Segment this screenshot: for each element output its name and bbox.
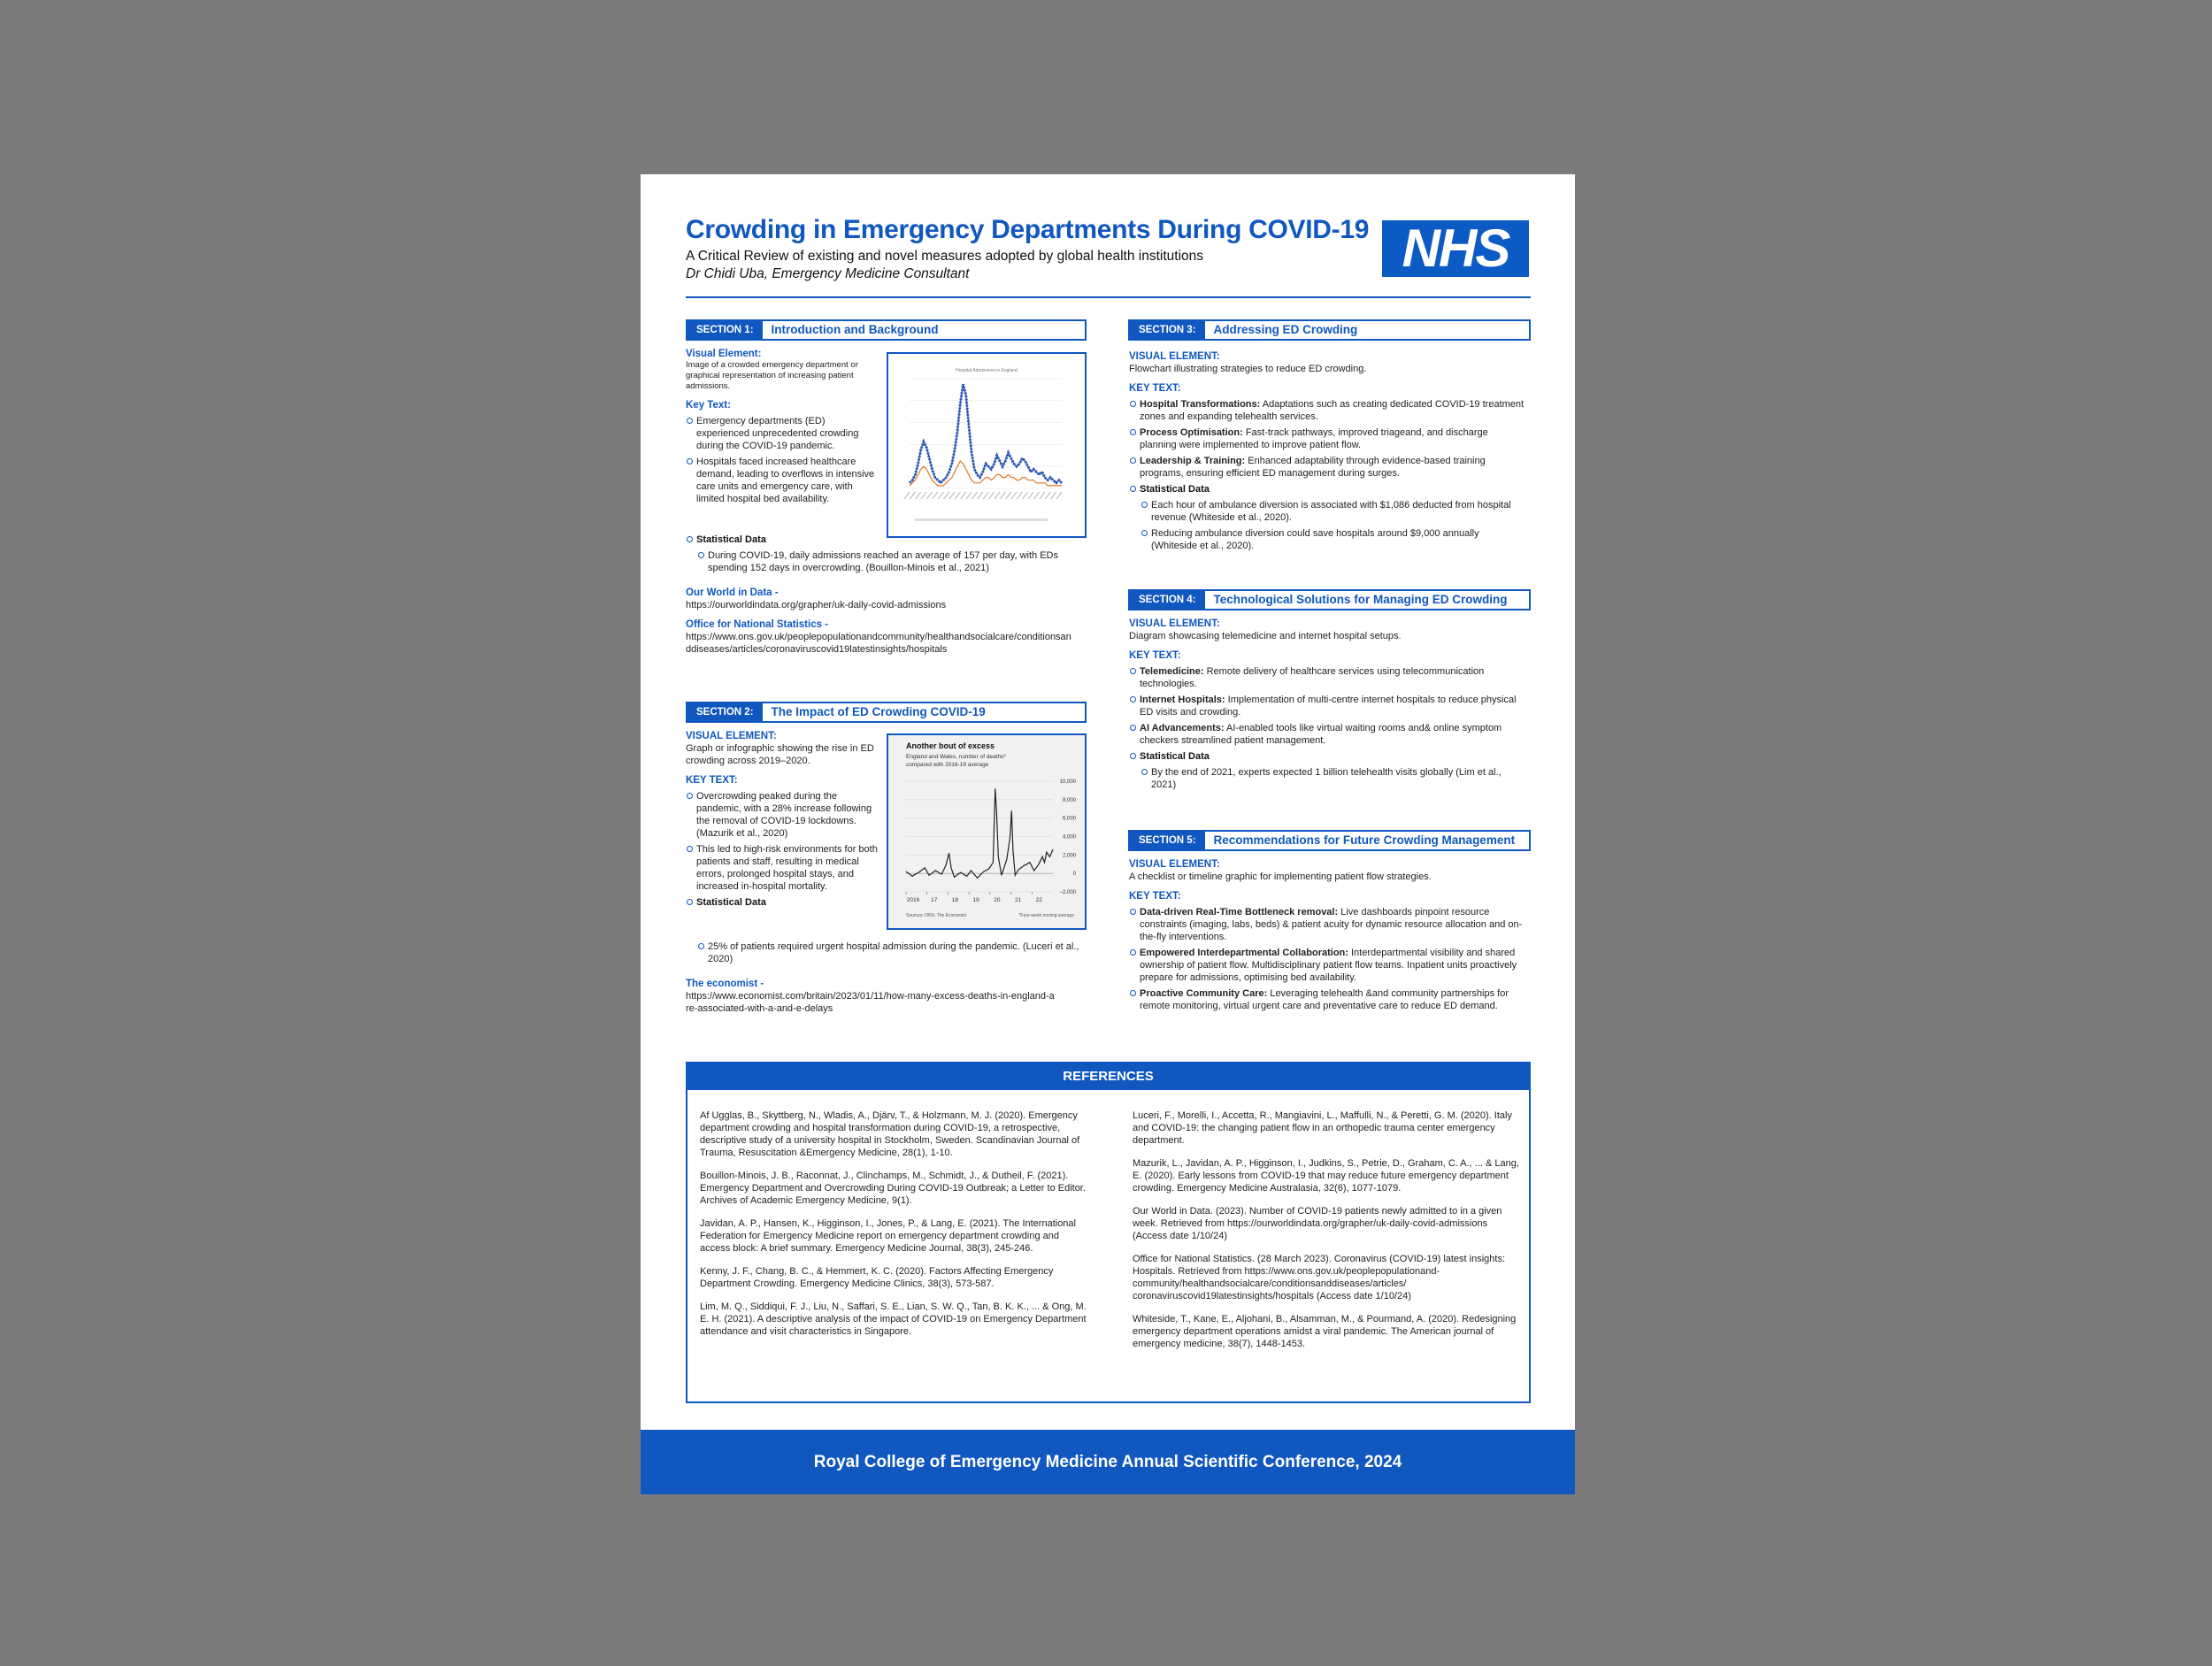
s4-visual-label: VISUAL ELEMENT: xyxy=(1129,618,1220,629)
s4-stat-1: By the end of 2021, experts expected 1 billion telehealth visits globally (Lim et al., 2021) xyxy=(1141,766,1527,791)
s4-visual-text: Diagram showcasing telemedicine and internet hospital setups. xyxy=(1129,631,1402,641)
y-tick-label: −2,000 xyxy=(1059,890,1076,895)
reference-item: Our World in Data. (2023). Number of COVID-19 patients newly admitted to in a given week. Retrieved from https://ourworldindata.org/grapher/uk-daily-covid-admissions (Access date 1/10/24) xyxy=(1133,1206,1502,1241)
y-tick-label: 0 xyxy=(1072,871,1076,878)
section-3-heading xyxy=(1128,319,1531,341)
s4-stat-label: Statistical Data xyxy=(1129,750,1527,763)
x-tick-label: 19 xyxy=(972,897,979,903)
section-5-number: SECTION 5: xyxy=(1130,832,1205,849)
x-tick-label: 22 xyxy=(1035,897,1042,903)
s2-stat-label: Statistical Data xyxy=(686,896,879,909)
section-1-number: SECTION 1: xyxy=(687,321,763,339)
header-rule xyxy=(686,296,1531,298)
x-tick-label xyxy=(955,492,960,499)
s3-visual-label: VISUAL ELEMENT: xyxy=(1129,351,1220,362)
excess-deaths-chart xyxy=(888,735,1085,928)
section-2-stats xyxy=(686,940,1087,1015)
s3-bullet-2: Process Optimisation: Fast-track pathways, improved triageand, and discharge planning were implemented to improve patient flow. xyxy=(1129,426,1527,451)
section-4-number: SECTION 4: xyxy=(1130,591,1205,609)
s5-bullet-2: Empowered Interdepartmental Collaboration: Interdepartmental visibility and shared ownership of patient flow. Multidisciplinary patient flow teams. Inpatient units proactively prepare for admissions, optimising bed availability. xyxy=(1129,947,1527,984)
x-tick-label xyxy=(989,492,995,499)
chart-title: Hospital Admissions in England xyxy=(956,368,1018,373)
s3-stat-label: Statistical Data xyxy=(1129,483,1527,495)
section-4-title: Technological Solutions for Managing ED Crowding xyxy=(1213,593,1508,606)
x-tick-label: 17 xyxy=(931,897,938,903)
s2-visual-label: VISUAL ELEMENT: xyxy=(686,731,777,741)
s3-bullet-1: Hospital Transformations: Adaptations such as creating dedicated COVID-19 treatment zones and expanding telehealth services. xyxy=(1129,398,1527,423)
s1-bullet-2: Hospitals faced increased healthcare demand, leading to overflows in intensive care units and emergency care, with limited hospital bed availability. xyxy=(686,456,879,505)
x-tick-label xyxy=(1040,492,1045,499)
reference-item: Bouillon-Minois, J. B., Raconnat, J., Clinchamps, M., Schmidt, J., & Dutheil, F. (2021). Emergency Department and Overcrowding During COVID-19 Outbreak; a Letter to Editor. Archives of Academic Emergency Medicine, 9(1). xyxy=(700,1171,1086,1206)
x-tick-label xyxy=(1011,492,1017,499)
s4-bullet-3: AI Advancements: AI-enabled tools like virtual waiting rooms and& online symptom checkers streamlined patient management. xyxy=(1129,722,1527,747)
section-5-title: Recommendations for Future Crowding Management xyxy=(1213,833,1516,847)
section-2-heading xyxy=(686,702,1087,723)
legend xyxy=(915,518,1048,521)
references-box xyxy=(686,1062,1531,1403)
s1-stat-label: Statistical Data xyxy=(686,534,1087,546)
section-3-number: SECTION 3: xyxy=(1130,321,1205,339)
s1-key-label: Key Text: xyxy=(686,400,731,411)
s1-visual-label: Visual Element: xyxy=(686,349,762,359)
section-2-title: The Impact of ED Crowding COVID-19 xyxy=(771,705,986,718)
x-tick-label: 20 xyxy=(994,897,1001,903)
conference-footer: Royal College of Emergency Medicine Annual Scientific Conference, 2024 xyxy=(641,1430,1575,1494)
x-tick-label xyxy=(910,492,915,499)
reference-item: Mazurik, L., Javidan, A. P., Higginson, I., Judkins, S., Petrie, D., Graham, C. A., ... & Lang, E. (2020). Early lessons from COVID-19 that may reduce future emergency department crowding. Emergency Medicine Australasia, 32(6), 1077-1079. xyxy=(1133,1158,1519,1194)
reference-item: Javidan, A. P., Hansen, K., Higginson, I., Jones, P., & Lang, E. (2021). The International Federation for Emergency Medicine report on emergency department crowding and access block: A brief summary. Emergency Medicine Journal, 38(3), 245-246. xyxy=(700,1218,1076,1254)
s5-key-label: KEY TEXT: xyxy=(1129,891,1181,902)
chart-note: *Four-week moving average xyxy=(1018,913,1074,918)
s3-stat-2: Reducing ambulance diversion could save hospitals around $9,000 annually (Whiteside et al., 2020). xyxy=(1141,527,1527,552)
s3-bullet-3: Leadership & Training: Enhanced adaptability through evidence-based training programs, ensuring efficient ED management during surges. xyxy=(1129,455,1527,480)
x-tick-label xyxy=(926,492,932,499)
s1-owid-url[interactable]: https://ourworldindata.org/grapher/uk-daily-covid-admissions xyxy=(686,600,947,610)
s5-bullet-3: Proactive Community Care: Leveraging telehealth &and community partnerships for remote monitoring, virtual urgent care and preventative care to reduce ED demand. xyxy=(1129,987,1527,1012)
chart-source: Sources: ONS; The Economist xyxy=(906,913,966,918)
reference-item: Whiteside, T., Kane, E., Aljohani, B., Alsamman, M., & Pourmand, A. (2020). Redesigning emergency department operations amidst a viral pandemic. The American journal of emergency medicine, 38(7), 1448-1453. xyxy=(1133,1314,1517,1349)
s2-bullet-1: Overcrowding peaked during the pandemic, with a 28% increase following the removal of COVID-19 lockdowns.(Mazurik et al., 2020) xyxy=(686,790,879,840)
s3-visual-text: Flowchart illustrating strategies to reduce ED crowding. xyxy=(1129,364,1367,374)
s4-key-label: KEY TEXT: xyxy=(1129,650,1181,661)
x-tick-label xyxy=(1051,492,1056,499)
y-tick-label: 4,000 xyxy=(1062,834,1076,841)
x-tick-label xyxy=(1045,492,1050,499)
reference-item: Office for National Statistics. (28 March 2023). Coronavirus (COVID-19) latest insights: Hospitals. Retrieved from https://www.ons.gov.uk/peoplepopulationand-community/healthandsocialcare/conditionsanddiseases/articles/ coronaviruscovid19latestinsights/hospitals (Access date 1/10/24) xyxy=(1133,1254,1506,1301)
x-tick-label: 2016 xyxy=(906,897,920,903)
x-tick-label xyxy=(966,492,972,499)
s2-bullet-2: This led to high-risk environments for both patients and staff, resulting in medical errors, prolonged hospital stays, and increased in-hospital mortality. xyxy=(686,843,879,893)
references-left xyxy=(700,1109,1089,1348)
poster-subtitle: A Critical Review of existing and novel measures adopted by global health institutions xyxy=(686,249,1204,264)
x-tick-label xyxy=(1006,492,1011,499)
poster-author: Dr Chidi Uba, Emergency Medicine Consultant xyxy=(686,266,970,281)
x-tick-label xyxy=(904,492,910,499)
excess-deaths-line xyxy=(906,788,1053,878)
x-tick-label xyxy=(995,492,1000,499)
x-tick-label xyxy=(938,492,943,499)
reference-item: Af Ugglas, B., Skyttberg, N., Wladis, A., Djärv, T., & Holzmann, M. J. (2020). Emergency department crowding and hospital transformation during COVID-19, a retrospective, descriptive study of a university hospital in Stockholm, Sweden. Scandinavian Journal of Trauma, Resuscitation &Emergency Medicine, 28(1), 1-10. xyxy=(700,1110,1080,1158)
y-tick-label: 6,000 xyxy=(1062,816,1076,822)
s1-ons-label: Office for National Statistics - xyxy=(686,619,829,630)
x-tick-label xyxy=(1017,492,1022,499)
x-tick-label xyxy=(1028,492,1033,499)
section-3-body xyxy=(1129,350,1527,552)
chart-title: Another bout of excess xyxy=(906,741,995,750)
admissions-chart-frame xyxy=(887,352,1087,538)
x-tick-label xyxy=(978,492,983,499)
x-tick-label xyxy=(933,492,938,499)
x-tick-label: 18 xyxy=(951,897,959,903)
s1-visual-text: Image of a crowded emergency department or graphical representation of increasing patient admissions. xyxy=(686,360,858,391)
section-1-heading xyxy=(686,319,1087,341)
y-tick-label: 10,000 xyxy=(1059,779,1076,785)
section-2-number: SECTION 2: xyxy=(687,703,763,721)
x-tick-label xyxy=(921,492,926,499)
references-right xyxy=(1133,1109,1522,1361)
poster-title: Crowding in Emergency Departments During COVID-19 xyxy=(686,215,1370,244)
y-tick-label: 8,000 xyxy=(1062,797,1076,803)
chart-subtitle: England and Wales, number of deaths* xyxy=(906,754,1006,760)
s5-visual-label: VISUAL ELEMENT: xyxy=(1129,859,1220,870)
s5-bullet-1: Data-driven Real-Time Bottleneck removal: Live dashboards pinpoint resource constraints (imaging, labs, beds) & patient acuity for dynamic resource allocation and on-the-fly interventions. xyxy=(1129,906,1527,943)
s2-key-label: KEY TEXT: xyxy=(686,775,738,786)
chart-subtitle: compared with 2016-19 average xyxy=(906,762,989,768)
section-4-heading xyxy=(1128,589,1531,610)
reference-item: Luceri, F., Morelli, I., Accetta, R., Mangiavini, L., Maffulli, N., & Peretti, G. M. (2020). Italy and COVID-19: the changing patient flow in an orthopedic trauma center emergency department. xyxy=(1133,1110,1512,1146)
admissions-chart xyxy=(888,354,1085,536)
s2-stat-1: 25% of patients required urgent hospital admission during the pandemic. (Luceri et al., 2020) xyxy=(697,940,1087,965)
section-1-intro xyxy=(686,348,879,505)
y-tick-label: 2,000 xyxy=(1062,853,1076,859)
x-tick-label xyxy=(949,492,955,499)
x-tick-label xyxy=(1023,492,1028,499)
x-tick-label xyxy=(1000,492,1005,499)
section-2-intro xyxy=(686,730,879,909)
x-tick-label xyxy=(961,492,966,499)
poster xyxy=(641,174,1575,1494)
s3-stat-1: Each hour of ambulance diversion is associated with $1,086 deducted from hospital revenue (Whiteside et al., 2020). xyxy=(1141,499,1527,524)
section-3-title: Addressing ED Crowding xyxy=(1213,323,1358,336)
s4-bullet-2: Internet Hospitals: Implementation of multi-centre internet hospitals to reduce physical ED visits and crowding. xyxy=(1129,694,1527,718)
section-5-body xyxy=(1129,858,1527,1012)
x-tick-label xyxy=(944,492,949,499)
s2-eco-label: The economist - xyxy=(686,979,764,989)
nhs-logo: NHS xyxy=(1382,220,1529,277)
s2-visual-text: Graph or infographic showing the rise in ED crowding across 2019–2020. xyxy=(686,743,874,766)
x-tick-label xyxy=(983,492,988,499)
x-tick-label xyxy=(916,492,921,499)
x-tick-label: 21 xyxy=(1014,897,1022,903)
s1-owid-label: Our World in Data - xyxy=(686,587,779,598)
s1-ons-url[interactable]: https://www.ons.gov.uk/peoplepopulationandcommunity/healthandsocialcare/conditionsanddiseases/articles/coronaviruscovid19latestinsights/hospitals xyxy=(686,632,1071,655)
reference-item: Kenny, J. F., Chang, B. C., & Hemmert, K. C. (2020). Factors Affecting Emergency Department Crowding. Emergency Medicine Clinics, 38(3), 573-587. xyxy=(700,1266,1054,1289)
section-1-title: Introduction and Background xyxy=(771,323,939,336)
s1-bullet-1: Emergency departments (ED) experienced unprecedented crowding during the COVID-19 pandemic. xyxy=(686,415,879,452)
s2-eco-url[interactable]: https://www.economist.com/britain/2023/01/11/how-many-excess-deaths-in-england-are-associated-with-a-and-e-delays xyxy=(686,991,1055,1014)
series-line xyxy=(910,384,1062,483)
reference-item: Lim, M. Q., Siddiqui, F. J., Liu, N., Saffari, S. E., Lian, S. W. Q., Tan, B. K. K., ... & Ong, M. E. H. (2021). A descriptive analysis of the impact of COVID-19 on Emergency Department attendance and visit characteristics in Singapore. xyxy=(700,1301,1087,1337)
section-1-stats xyxy=(686,534,1087,656)
s3-key-label: KEY TEXT: xyxy=(1129,383,1181,394)
x-tick-label xyxy=(1056,492,1062,499)
s5-visual-text: A checklist or timeline graphic for implementing patient flow strategies. xyxy=(1129,871,1432,882)
s4-bullet-1: Telemedicine: Remote delivery of healthcare services using telecommunication technologies. xyxy=(1129,665,1527,690)
x-tick-label xyxy=(972,492,977,499)
excess-deaths-chart-frame xyxy=(887,733,1087,930)
section-5-heading xyxy=(1128,830,1531,851)
s1-stat-1: During COVID-19, daily admissions reached an average of 157 per day, with EDs spending 152 days in overcrowding. (Bouillon-Minois et al., 2021) xyxy=(697,549,1087,574)
references-heading: REFERENCES xyxy=(687,1063,1529,1090)
section-4-body xyxy=(1129,618,1527,791)
x-tick-label xyxy=(1034,492,1040,499)
